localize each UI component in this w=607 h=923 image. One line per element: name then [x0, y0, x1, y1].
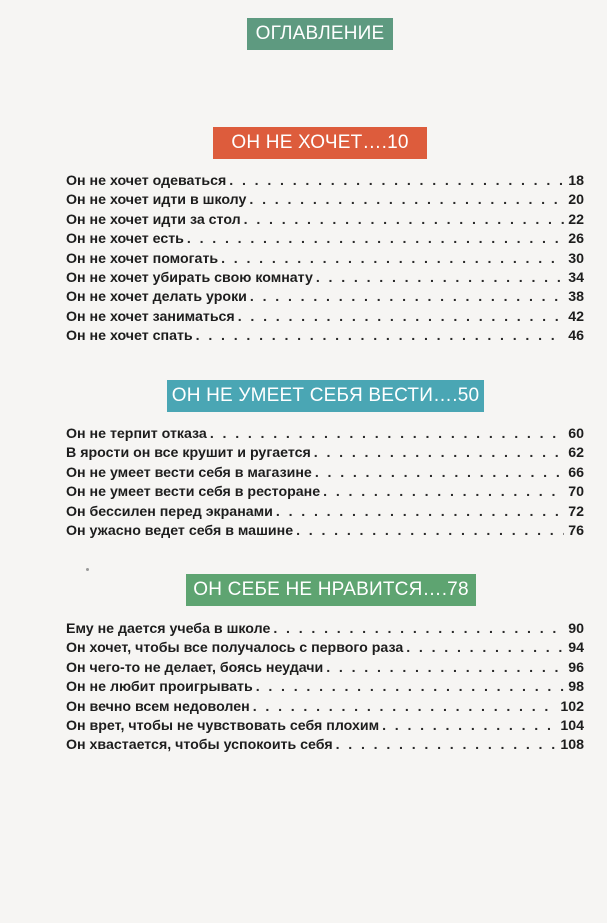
toc-entry-title: Он не хочет убирать свою комнату: [66, 269, 313, 286]
toc-entry-title: Он вечно всем недоволен: [66, 698, 250, 715]
toc-entry-title: Он не хочет есть: [66, 231, 184, 248]
toc-entry-title: В ярости он все крушит и ругается: [66, 445, 311, 462]
toc-entry-page-number: 66: [568, 464, 584, 481]
section-1-entries: [66, 173, 584, 348]
toc-entry-page-number: 22: [568, 211, 584, 228]
toc-entry-page-number: 76: [568, 522, 584, 539]
toc-entry: [66, 192, 584, 211]
toc-entry: [66, 523, 584, 542]
toc-entry-title: Он ужасно ведет себя в машине: [66, 522, 294, 539]
toc-entry-page-number: 42: [568, 308, 584, 325]
toc-entry: [66, 679, 584, 698]
toc-entry: [66, 660, 584, 679]
toc-heading: ОГЛАВЛЕНИЕ: [255, 23, 385, 44]
toc-entry: [66, 251, 584, 270]
dot-leader: [196, 328, 565, 344]
dot-leader: [221, 251, 564, 267]
dot-leader: [244, 212, 565, 228]
toc-entry-page-number: 46: [568, 328, 584, 345]
toc-entry-page-number: 72: [568, 503, 584, 520]
paper-speck: [86, 568, 89, 571]
toc-entry-page-number: 60: [568, 426, 584, 442]
dot-leader: [326, 660, 564, 676]
toc-entry: [66, 231, 584, 250]
dot-leader: [187, 231, 564, 247]
toc-entry-page-number: 96: [568, 659, 584, 676]
toc-entry-page-number: 108: [560, 737, 584, 754]
toc-entry-page-number: 104: [560, 717, 584, 734]
dot-leader: [253, 699, 557, 715]
dot-leader: [238, 309, 565, 325]
dot-leader: [273, 621, 564, 637]
dot-leader: [276, 504, 564, 520]
toc-entry: [66, 621, 584, 640]
dot-leader: [256, 679, 565, 695]
toc-entry-title: Он не умеет вести себя в ресторане: [66, 484, 321, 501]
toc-entry-page-number: 102: [560, 698, 584, 715]
toc-entry-title: Ему не дается учеба в школе: [66, 621, 271, 637]
toc-entry-page-number: 38: [568, 289, 584, 306]
toc-entry-title: Он не хочет помогать: [66, 250, 219, 267]
toc-entry-title: Он не хочет идти в школу: [66, 192, 247, 209]
section-2-entries: [66, 426, 584, 542]
section-heading: ОН НЕ УМЕЕТ СЕБЯ ВЕСТИ….50: [171, 385, 480, 406]
toc-entry: [66, 270, 584, 289]
toc-entry: [66, 699, 584, 718]
toc-entry-title: Он хвастается, чтобы успокоить себя: [66, 737, 333, 754]
toc-entry-title: Он не хочет идти за стол: [66, 211, 241, 228]
toc-entry-title: Он не хочет делать уроки: [66, 289, 247, 306]
toc-entry-page-number: 98: [568, 679, 584, 696]
toc-entry: [66, 328, 584, 347]
toc-entry-page-number: 34: [568, 269, 584, 286]
dot-leader: [323, 484, 564, 500]
toc-entry-title: Он бессилен перед экранами: [66, 503, 273, 520]
toc-entry-page-number: 70: [568, 484, 584, 501]
toc-entry-page-number: 30: [568, 250, 584, 267]
toc-entry: [66, 465, 584, 484]
section-banner-3: [186, 574, 476, 606]
toc-entry-title: Он хочет, чтобы все получалось с первого раза: [66, 640, 404, 657]
toc-entry-title: Он не умеет вести себя в магазине: [66, 464, 312, 481]
dot-leader: [336, 737, 557, 753]
section-banner-1: [213, 127, 427, 159]
section-3-entries: [66, 621, 584, 757]
dot-leader: [315, 465, 564, 481]
toc-entry: [66, 212, 584, 231]
toc-entry: [66, 737, 584, 756]
toc-entry: [66, 445, 584, 464]
toc-entry: [66, 718, 584, 737]
dot-leader: [210, 426, 564, 442]
dot-leader: [249, 192, 564, 208]
toc-entry: [66, 484, 584, 503]
toc-entry-page-number: 94: [568, 640, 584, 657]
toc-entry-title: Он не терпит отказа: [66, 426, 207, 442]
dot-leader: [316, 270, 564, 286]
toc-entry-page-number: 20: [568, 192, 584, 209]
dot-leader: [250, 289, 564, 305]
toc-entry: [66, 309, 584, 328]
dot-leader: [229, 173, 564, 189]
toc-entry-page-number: 90: [568, 621, 584, 637]
section-heading: ОН СЕБЕ НЕ НРАВИТСЯ….78: [193, 579, 469, 600]
toc-entry-page-number: 62: [568, 445, 584, 462]
section-heading: ОН НЕ ХОЧЕТ….10: [231, 132, 409, 153]
dot-leader: [296, 523, 564, 539]
toc-heading-banner: [247, 18, 393, 50]
toc-entry-title: Он не любит проигрывать: [66, 679, 253, 696]
toc-entry: [66, 640, 584, 659]
toc-entry: [66, 289, 584, 308]
toc-entry-page-number: 26: [568, 231, 584, 248]
dot-leader: [314, 445, 564, 461]
section-banner-2: [167, 380, 484, 412]
toc-entry-title: Он врет, чтобы не чувствовать себя плохим: [66, 717, 380, 734]
toc-entry-title: Он не хочет заниматься: [66, 308, 235, 325]
toc-entry: [66, 173, 584, 192]
toc-entry-page-number: 18: [568, 173, 584, 189]
toc-entry-title: Он не хочет одеваться: [66, 173, 227, 189]
toc-entry-title: Он чего-то не делает, боясь неудачи: [66, 659, 324, 676]
toc-entry: [66, 504, 584, 523]
dot-leader: [382, 718, 556, 734]
toc-entry-title: Он не хочет спать: [66, 328, 193, 345]
dot-leader: [406, 640, 564, 656]
toc-entry: [66, 426, 584, 445]
